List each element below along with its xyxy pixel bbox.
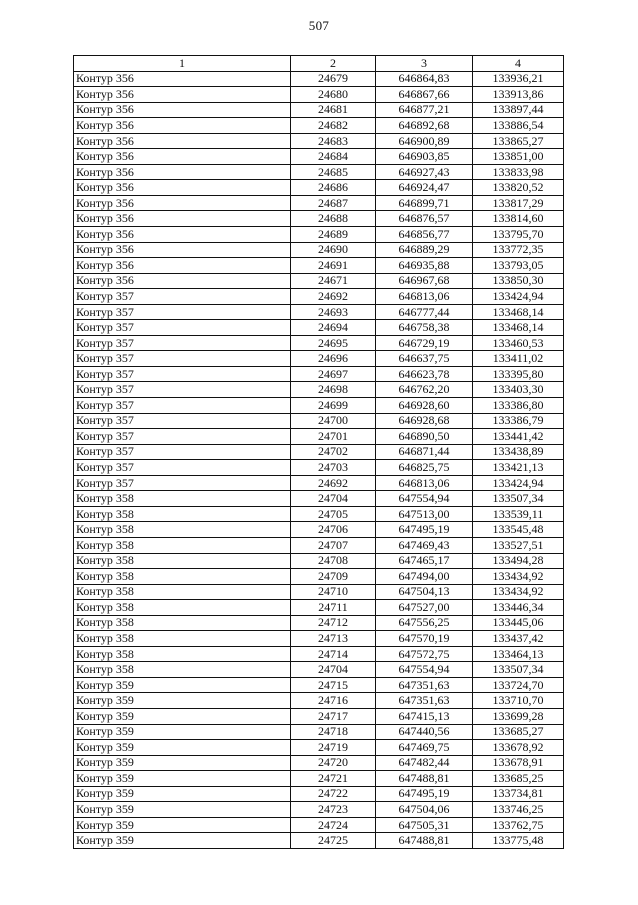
cell-y-coordinate: 133710,70 [473,693,564,709]
table-row [74,413,564,429]
cell-contour: Контур 356 [74,273,291,289]
table-row [74,320,564,336]
cell-contour: Контур 359 [74,771,291,787]
cell-x-coordinate: 647504,13 [376,584,473,600]
cell-y-coordinate: 133527,51 [473,537,564,553]
cell-y-coordinate: 133678,92 [473,740,564,756]
table-row [74,382,564,398]
cell-y-coordinate: 133438,89 [473,444,564,460]
cell-x-coordinate: 646928,68 [376,413,473,429]
cell-point-number: 24698 [291,382,376,398]
table-row [74,71,564,87]
table-row [74,506,564,522]
cell-point-number: 24719 [291,740,376,756]
cell-contour: Контур 358 [74,522,291,538]
cell-x-coordinate: 646876,57 [376,211,473,227]
cell-x-coordinate: 647556,25 [376,615,473,631]
table-row [74,771,564,787]
cell-x-coordinate: 647527,00 [376,600,473,616]
cell-contour: Контур 356 [74,258,291,274]
cell-contour: Контур 358 [74,662,291,678]
table-row [74,491,564,507]
table-row [74,242,564,258]
cell-contour: Контур 356 [74,71,291,87]
cell-contour: Контур 358 [74,600,291,616]
cell-point-number: 24710 [291,584,376,600]
table-row [74,335,564,351]
cell-y-coordinate: 133762,75 [473,817,564,833]
table-row [74,304,564,320]
cell-x-coordinate: 647554,94 [376,491,473,507]
cell-contour: Контур 357 [74,398,291,414]
cell-contour: Контур 359 [74,755,291,771]
cell-point-number: 24720 [291,755,376,771]
cell-point-number: 24708 [291,553,376,569]
cell-y-coordinate: 133685,27 [473,724,564,740]
cell-x-coordinate: 646777,44 [376,304,473,320]
cell-y-coordinate: 133886,54 [473,118,564,134]
cell-y-coordinate: 133814,60 [473,211,564,227]
cell-x-coordinate: 646928,60 [376,398,473,414]
cell-x-coordinate: 647488,81 [376,771,473,787]
table-row [74,273,564,289]
cell-y-coordinate: 133386,79 [473,413,564,429]
table-row [74,195,564,211]
cell-x-coordinate: 647469,43 [376,537,473,553]
cell-point-number: 24717 [291,708,376,724]
cell-point-number: 24689 [291,227,376,243]
cell-contour: Контур 357 [74,335,291,351]
table-row [74,118,564,134]
cell-contour: Контур 359 [74,833,291,849]
cell-x-coordinate: 647482,44 [376,755,473,771]
cell-point-number: 24705 [291,506,376,522]
cell-y-coordinate: 133775,48 [473,833,564,849]
cell-x-coordinate: 646892,68 [376,118,473,134]
cell-point-number: 24696 [291,351,376,367]
cell-y-coordinate: 133545,48 [473,522,564,538]
table-row [74,133,564,149]
cell-point-number: 24692 [291,289,376,305]
cell-x-coordinate: 647351,63 [376,677,473,693]
cell-point-number: 24697 [291,366,376,382]
cell-x-coordinate: 646871,44 [376,444,473,460]
table-row [74,366,564,382]
cell-point-number: 24701 [291,429,376,445]
cell-x-coordinate: 647495,19 [376,786,473,802]
cell-point-number: 24706 [291,522,376,538]
cell-contour: Контур 356 [74,195,291,211]
cell-point-number: 24709 [291,569,376,585]
table-row [74,429,564,445]
column-header-contour: 1 [74,56,291,72]
table-row [74,817,564,833]
cell-point-number: 24711 [291,600,376,616]
cell-contour: Контур 357 [74,475,291,491]
cell-y-coordinate: 133685,25 [473,771,564,787]
table-row [74,351,564,367]
cell-y-coordinate: 133468,14 [473,320,564,336]
cell-x-coordinate: 647351,63 [376,693,473,709]
cell-x-coordinate: 646877,21 [376,102,473,118]
cell-y-coordinate: 133851,00 [473,149,564,165]
cell-point-number: 24693 [291,304,376,320]
cell-point-number: 24679 [291,71,376,87]
cell-point-number: 24724 [291,817,376,833]
cell-contour: Контур 357 [74,289,291,305]
cell-contour: Контур 358 [74,537,291,553]
table-row [74,460,564,476]
cell-x-coordinate: 647488,81 [376,833,473,849]
cell-contour: Контур 356 [74,102,291,118]
cell-point-number: 24707 [291,537,376,553]
cell-contour: Контур 358 [74,491,291,507]
table-row [74,180,564,196]
cell-point-number: 24725 [291,833,376,849]
cell-y-coordinate: 133434,92 [473,569,564,585]
table-row [74,631,564,647]
table-row [74,615,564,631]
cell-point-number: 24671 [291,273,376,289]
table-row [74,87,564,103]
cell-x-coordinate: 647554,94 [376,662,473,678]
coordinates-table [73,55,564,849]
cell-x-coordinate: 646900,89 [376,133,473,149]
cell-y-coordinate: 133434,92 [473,584,564,600]
cell-x-coordinate: 646758,38 [376,320,473,336]
cell-contour: Контур 357 [74,382,291,398]
cell-x-coordinate: 647513,00 [376,506,473,522]
table-row [74,833,564,849]
cell-y-coordinate: 133437,42 [473,631,564,647]
cell-point-number: 24682 [291,118,376,134]
cell-x-coordinate: 646967,68 [376,273,473,289]
cell-y-coordinate: 133913,86 [473,87,564,103]
cell-contour: Контур 359 [74,817,291,833]
cell-y-coordinate: 133746,25 [473,802,564,818]
cell-contour: Контур 359 [74,786,291,802]
cell-point-number: 24723 [291,802,376,818]
cell-contour: Контур 358 [74,553,291,569]
cell-x-coordinate: 647465,17 [376,553,473,569]
cell-point-number: 24694 [291,320,376,336]
cell-y-coordinate: 133507,34 [473,662,564,678]
cell-point-number: 24716 [291,693,376,709]
column-header-x: 3 [376,56,473,72]
cell-x-coordinate: 647494,00 [376,569,473,585]
cell-point-number: 24721 [291,771,376,787]
cell-x-coordinate: 646867,66 [376,87,473,103]
cell-contour: Контур 358 [74,646,291,662]
cell-contour: Контур 356 [74,180,291,196]
cell-point-number: 24699 [291,398,376,414]
cell-x-coordinate: 646889,29 [376,242,473,258]
table-row [74,522,564,538]
cell-y-coordinate: 133460,53 [473,335,564,351]
cell-point-number: 24712 [291,615,376,631]
cell-point-number: 24715 [291,677,376,693]
cell-point-number: 24692 [291,475,376,491]
cell-y-coordinate: 133699,28 [473,708,564,724]
table-row [74,724,564,740]
cell-x-coordinate: 647495,19 [376,522,473,538]
table-row [74,802,564,818]
cell-point-number: 24681 [291,102,376,118]
cell-contour: Контур 357 [74,351,291,367]
table-row [74,584,564,600]
cell-x-coordinate: 647570,19 [376,631,473,647]
cell-x-coordinate: 647469,75 [376,740,473,756]
cell-y-coordinate: 133445,06 [473,615,564,631]
page-number: 507 [308,18,330,33]
table-row [74,227,564,243]
cell-y-coordinate: 133424,94 [473,289,564,305]
cell-x-coordinate: 646637,75 [376,351,473,367]
cell-x-coordinate: 646762,20 [376,382,473,398]
table-row [74,475,564,491]
cell-y-coordinate: 133817,29 [473,195,564,211]
cell-x-coordinate: 647440,56 [376,724,473,740]
table-row [74,693,564,709]
table-row [74,164,564,180]
cell-point-number: 24680 [291,87,376,103]
cell-point-number: 24713 [291,631,376,647]
cell-contour: Контур 356 [74,227,291,243]
cell-y-coordinate: 133411,02 [473,351,564,367]
cell-y-coordinate: 133395,80 [473,366,564,382]
cell-y-coordinate: 133421,13 [473,460,564,476]
cell-x-coordinate: 646890,50 [376,429,473,445]
table-row [74,553,564,569]
cell-x-coordinate: 646924,47 [376,180,473,196]
cell-x-coordinate: 646729,19 [376,335,473,351]
table-row [74,646,564,662]
table-row [74,102,564,118]
cell-contour: Контур 356 [74,242,291,258]
column-header-y: 4 [473,56,564,72]
cell-contour: Контур 358 [74,615,291,631]
cell-x-coordinate: 647504,06 [376,802,473,818]
cell-y-coordinate: 133850,30 [473,273,564,289]
cell-contour: Контур 359 [74,724,291,740]
cell-x-coordinate: 646935,88 [376,258,473,274]
cell-point-number: 24688 [291,211,376,227]
cell-point-number: 24704 [291,662,376,678]
cell-contour: Контур 357 [74,460,291,476]
cell-point-number: 24700 [291,413,376,429]
cell-x-coordinate: 646623,78 [376,366,473,382]
table-row [74,755,564,771]
cell-contour: Контур 358 [74,506,291,522]
cell-y-coordinate: 133446,34 [473,600,564,616]
cell-y-coordinate: 133820,52 [473,180,564,196]
cell-contour: Контур 358 [74,584,291,600]
cell-x-coordinate: 646813,06 [376,475,473,491]
cell-y-coordinate: 133865,27 [473,133,564,149]
cell-point-number: 24690 [291,242,376,258]
column-header-point-number: 2 [291,56,376,72]
cell-x-coordinate: 646864,83 [376,71,473,87]
cell-y-coordinate: 133539,11 [473,506,564,522]
cell-y-coordinate: 133772,35 [473,242,564,258]
cell-y-coordinate: 133936,21 [473,71,564,87]
table-row [74,600,564,616]
table-row [74,444,564,460]
cell-x-coordinate: 647505,31 [376,817,473,833]
cell-x-coordinate: 646903,85 [376,149,473,165]
cell-point-number: 24703 [291,460,376,476]
cell-x-coordinate: 646813,06 [376,289,473,305]
cell-y-coordinate: 133468,14 [473,304,564,320]
cell-point-number: 24722 [291,786,376,802]
cell-point-number: 24718 [291,724,376,740]
table-row [74,398,564,414]
cell-point-number: 24684 [291,149,376,165]
cell-y-coordinate: 133403,30 [473,382,564,398]
cell-y-coordinate: 133494,28 [473,553,564,569]
cell-y-coordinate: 133897,44 [473,102,564,118]
table-row [74,258,564,274]
table-row [74,289,564,305]
cell-y-coordinate: 133424,94 [473,475,564,491]
cell-point-number: 24687 [291,195,376,211]
cell-y-coordinate: 133795,70 [473,227,564,243]
table-row [74,537,564,553]
table-body [74,71,564,848]
table-row [74,677,564,693]
cell-contour: Контур 359 [74,740,291,756]
table-row [74,149,564,165]
cell-point-number: 24686 [291,180,376,196]
cell-y-coordinate: 133507,34 [473,491,564,507]
cell-point-number: 24714 [291,646,376,662]
table-row [74,740,564,756]
cell-contour: Контур 359 [74,677,291,693]
cell-x-coordinate: 647415,13 [376,708,473,724]
cell-contour: Контур 356 [74,87,291,103]
cell-contour: Контур 356 [74,149,291,165]
cell-x-coordinate: 646927,43 [376,164,473,180]
cell-point-number: 24704 [291,491,376,507]
cell-contour: Контур 357 [74,429,291,445]
cell-contour: Контур 358 [74,631,291,647]
cell-contour: Контур 359 [74,802,291,818]
cell-x-coordinate: 646899,71 [376,195,473,211]
cell-y-coordinate: 133833,98 [473,164,564,180]
table-row [74,662,564,678]
table-row [74,211,564,227]
table-row [74,708,564,724]
cell-x-coordinate: 646825,75 [376,460,473,476]
table-header [74,56,564,72]
cell-y-coordinate: 133724,70 [473,677,564,693]
table-row [74,569,564,585]
cell-y-coordinate: 133734,81 [473,786,564,802]
cell-contour: Контур 357 [74,444,291,460]
cell-contour: Контур 359 [74,708,291,724]
cell-contour: Контур 358 [74,569,291,585]
cell-contour: Контур 356 [74,118,291,134]
cell-point-number: 24685 [291,164,376,180]
cell-point-number: 24691 [291,258,376,274]
cell-y-coordinate: 133386,80 [473,398,564,414]
cell-point-number: 24702 [291,444,376,460]
cell-contour: Контур 357 [74,304,291,320]
cell-y-coordinate: 133793,05 [473,258,564,274]
cell-x-coordinate: 646856,77 [376,227,473,243]
cell-contour: Контур 356 [74,133,291,149]
cell-point-number: 24683 [291,133,376,149]
cell-y-coordinate: 133464,13 [473,646,564,662]
cell-contour: Контур 359 [74,693,291,709]
cell-point-number: 24695 [291,335,376,351]
cell-contour: Контур 357 [74,366,291,382]
cell-contour: Контур 357 [74,320,291,336]
cell-contour: Контур 357 [74,413,291,429]
cell-y-coordinate: 133678,91 [473,755,564,771]
cell-contour: Контур 356 [74,211,291,227]
table-row [74,786,564,802]
cell-x-coordinate: 647572,75 [376,646,473,662]
cell-contour: Контур 356 [74,164,291,180]
cell-y-coordinate: 133441,42 [473,429,564,445]
header-row [74,56,564,72]
